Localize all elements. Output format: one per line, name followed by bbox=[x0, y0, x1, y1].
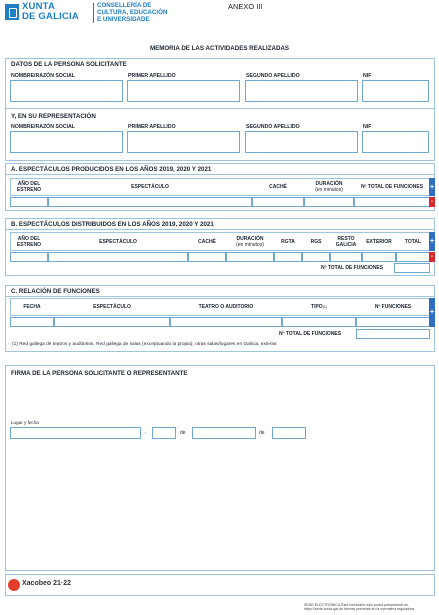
section-b-rgta-input[interactable] bbox=[274, 252, 302, 262]
solicitante-nombre-label: NOMBRE/RAZÓN SOCIAL bbox=[11, 73, 75, 79]
section-c-col-teatro: TEATRO O AUDITORIO bbox=[198, 304, 254, 310]
section-b-col-exterior: EXTERIOR bbox=[366, 238, 392, 245]
document-title: MEMORIA DE LAS ACTIVIDADES REALIZADAS bbox=[149, 45, 290, 52]
anexo-label: ANEXO III bbox=[228, 2, 263, 11]
section-b-total-input[interactable] bbox=[396, 252, 430, 262]
mes-field[interactable] bbox=[192, 427, 256, 439]
section-b-col-resto bbox=[330, 232, 362, 251]
de-label-1: de bbox=[180, 430, 186, 436]
section-a-title-rule bbox=[6, 174, 434, 175]
ano-field[interactable] bbox=[272, 427, 306, 439]
section-c-footnote: (1) Red gallega de teatros y auditorios, Red gallega de salas (exceptuando la propia), otras salas/lugares en Galicia, exterior. bbox=[12, 342, 278, 347]
solicitante-primer-label: PRIMER APELLIDO bbox=[128, 73, 176, 79]
section-b-col-duracion-line1: DURACIÓN bbox=[236, 235, 264, 242]
section-c-funciones-input[interactable] bbox=[356, 317, 430, 327]
section-c-total-label: Nº TOTAL DE FUNCIONES bbox=[279, 331, 342, 337]
section-b-cache-input[interactable] bbox=[188, 252, 226, 262]
section-b-title: B. ESPECTÁCULOS DISTRIBUIDOS EN LOS AÑOS 2019, 2020 Y 2021 bbox=[11, 221, 214, 228]
solicitante-primer-field[interactable] bbox=[127, 80, 240, 102]
sede-note-line1: SEDE ELECTRÓNICA Este formulario solo podrá presentarse en bbox=[304, 603, 409, 607]
section-b-exterior-input[interactable] bbox=[362, 252, 396, 262]
solicitante-title: DATOS DE LA PERSONA SOLICITANTE bbox=[11, 61, 127, 68]
section-b-col-rgta: RGTA bbox=[281, 238, 295, 245]
representacion-primer-field[interactable] bbox=[127, 131, 240, 153]
solicitante-nombre-field[interactable] bbox=[10, 80, 123, 102]
representacion-nombre-field[interactable] bbox=[10, 131, 123, 153]
conselleria-line-1: CONSELLERÍA DE bbox=[97, 2, 152, 9]
xacobeo-text: Xacobeo 21·22 bbox=[22, 580, 72, 587]
firma-section bbox=[5, 365, 435, 571]
section-b-col-espectaculo: ESPECTÁCULO bbox=[99, 238, 137, 245]
xunta-logo-text bbox=[22, 2, 79, 22]
section-a-col-ano-line1: AÑO DEL bbox=[17, 181, 41, 187]
section-c-espectaculo-input[interactable] bbox=[54, 317, 170, 327]
section-c-teatro-input[interactable] bbox=[170, 317, 282, 327]
solicitante-segundo-label: SEGUNDO APELLIDO bbox=[246, 73, 300, 79]
section-a bbox=[5, 163, 435, 211]
section-b-rgs-input[interactable] bbox=[302, 252, 330, 262]
lugar-field[interactable] bbox=[10, 427, 141, 439]
logo-divider bbox=[93, 3, 94, 23]
xacobeo-logo-icon bbox=[8, 579, 20, 591]
section-c-col-tipo bbox=[282, 298, 356, 316]
section-b-col-resto-line2: GALICIA bbox=[335, 241, 357, 248]
section-c-col-tipo-footnote: (1) bbox=[322, 305, 327, 309]
section-c-col-funciones: Nº FUNCIONES bbox=[374, 304, 412, 310]
section-b-col-total: TOTAL bbox=[404, 238, 422, 245]
conselleria-line-3: E UNIVERSIDADE bbox=[97, 16, 150, 23]
section-b-duracion-input[interactable] bbox=[226, 252, 274, 262]
firma-title: FIRMA DE LA PERSONA SOLICITANTE O REPRESENTANTE bbox=[11, 370, 188, 377]
section-a-add-button[interactable]: + bbox=[429, 178, 435, 196]
section-c-title: C. RELACIÓN DE FUNCIONES bbox=[11, 288, 100, 295]
section-c-col-fecha: FECHA bbox=[23, 304, 41, 310]
representacion-nif-field[interactable] bbox=[362, 131, 429, 153]
section-b-col-cache: CACHÉ bbox=[198, 238, 216, 245]
dia-field[interactable] bbox=[152, 427, 176, 439]
conselleria-name bbox=[97, 2, 167, 23]
lugar-fecha-label: Lugar y fecha bbox=[11, 420, 39, 425]
representacion-segundo-field[interactable] bbox=[245, 131, 358, 153]
representacion-segundo-label: SEGUNDO APELLIDO bbox=[246, 124, 300, 130]
section-c-fecha-input[interactable] bbox=[10, 317, 54, 327]
section-b-col-duracion-line2: (en minutos) bbox=[236, 241, 264, 248]
section-b-total-label: Nº TOTAL DE FUNCIONES bbox=[321, 265, 384, 271]
representacion-primer-label: PRIMER APELLIDO bbox=[128, 124, 176, 130]
section-b-col-ano-line1: AÑO DEL bbox=[17, 235, 41, 242]
section-a-col-ano-line2: ESTRENO bbox=[16, 187, 42, 193]
sede-note-line2: https://sede.xunta.gal de formas previstas en la normativa reguladora bbox=[304, 607, 415, 611]
section-a-duracion-input[interactable] bbox=[304, 197, 354, 207]
section-c-tipo-select[interactable] bbox=[282, 317, 356, 327]
section-b-col-rgs: RGS bbox=[310, 238, 322, 245]
solicitante-section bbox=[5, 58, 435, 109]
section-c-total-funciones-field[interactable] bbox=[356, 329, 430, 339]
section-c-col-espectaculo: ESPECTÁCULO bbox=[93, 304, 131, 310]
section-a-col-total: Nº TOTAL DE FUNCIONES bbox=[360, 184, 424, 190]
section-b-col-duracion bbox=[226, 232, 274, 251]
section-b-resto-input[interactable] bbox=[330, 252, 362, 262]
section-c-add-button[interactable]: + bbox=[429, 298, 435, 327]
section-a-col-duracion-line2: (en minutos) bbox=[315, 187, 343, 193]
representacion-title: Y, EN SU REPRESENTACIÓN bbox=[11, 113, 96, 120]
section-b bbox=[5, 218, 435, 276]
section-c-title-rule bbox=[6, 296, 434, 297]
section-a-col-duracion-line1: DURACIÓN bbox=[315, 181, 343, 187]
section-b-total-funciones-field[interactable] bbox=[394, 263, 430, 273]
de-label-2: de bbox=[259, 430, 265, 436]
section-b-add-button[interactable]: + bbox=[429, 232, 435, 251]
section-b-col-resto-line1: RESTO bbox=[337, 235, 355, 242]
section-c-col-tipo-text: TIPO bbox=[311, 304, 323, 310]
representacion-nif-label: NIF bbox=[363, 124, 372, 130]
section-a-ano-input[interactable] bbox=[10, 197, 48, 207]
conselleria-line-2: CULTURA, EDUCACIÓN bbox=[97, 9, 168, 16]
representacion-nombre-label: NOMBRE/RAZÓN SOCIAL bbox=[11, 124, 75, 130]
solicitante-segundo-field[interactable] bbox=[245, 80, 358, 102]
xunta-line-2: DE GALICIA bbox=[22, 11, 79, 22]
section-b-remove-button[interactable]: - bbox=[431, 254, 433, 260]
section-a-col-cache: CACHÉ bbox=[269, 184, 287, 190]
section-a-header-row bbox=[10, 178, 430, 196]
section-c bbox=[5, 285, 435, 352]
section-b-col-ano-line2: ESTRENO bbox=[16, 241, 42, 248]
section-a-espectaculo-input[interactable] bbox=[48, 197, 252, 207]
section-a-col-espectaculo: ESPECTÁCULO bbox=[131, 184, 169, 190]
section-b-col-ano bbox=[10, 232, 48, 251]
xunta-logo-icon bbox=[5, 4, 19, 20]
comma-separator: , bbox=[145, 429, 147, 435]
solicitante-nif-label: NIF bbox=[363, 73, 372, 79]
solicitante-nif-field[interactable] bbox=[362, 80, 429, 102]
section-a-title: A. ESPECTÁCULOS PRODUCIDOS EN LOS AÑOS 2019, 2020 Y 2021 bbox=[11, 166, 212, 173]
xunta-line-1: XUNTA bbox=[22, 1, 56, 12]
section-b-espectaculo-input[interactable] bbox=[48, 252, 188, 262]
section-b-ano-input[interactable] bbox=[10, 252, 48, 262]
section-a-remove-button[interactable]: - bbox=[431, 199, 433, 205]
representacion-section bbox=[5, 109, 435, 161]
section-a-cache-input[interactable] bbox=[252, 197, 304, 207]
sede-electronica-note bbox=[304, 603, 414, 611]
section-a-total-input[interactable] bbox=[354, 197, 430, 207]
section-b-title-rule bbox=[6, 229, 434, 230]
